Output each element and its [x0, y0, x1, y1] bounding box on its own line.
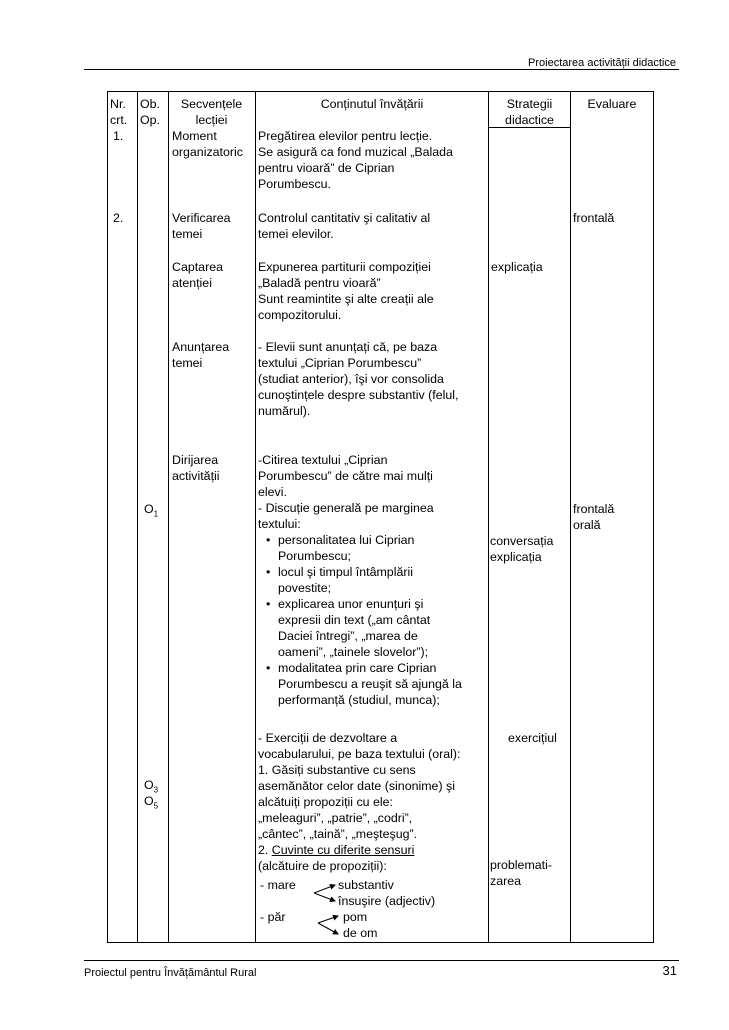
arrow-mare-noun: [314, 885, 335, 893]
objective-o5: $O_5$: [144, 794, 159, 811]
objective-o1: $O_1$: [144, 502, 159, 519]
dirijarea-continut: -Citirea textului „Ciprian Porumbescu” de către mai mulți elevi. - Discuție generală pe marginea textului: • personalitatea lui Ciprian Porumbescu; • locul şi timpul întâmplării povestite; • explicarea unor enunțuri şi expresii din text („am cântat Daciei întregi”, „marea de oameni”, „tainele slovelor”); • modalitatea prin care Ciprian Porumbescu a reuşit să ajungă la performanță (studiul, munca);: [258, 452, 490, 708]
col-border-ob: [168, 91, 169, 943]
header-secventele: Secvențele lecției: [180, 97, 243, 127]
header-strategii: Strategii didactice: [505, 97, 554, 127]
row2-nr: 2.: [113, 211, 124, 225]
arrow-par-om: [318, 923, 338, 934]
exercitii-continut: - Exerciții de dezvoltare a vocabularului, pe baza textului (oral): 1. Găsiți substantive cu sens asemănător celor date (sinonime) şi alcătuiți propoziții cu ele: „meleaguri”, „patrie”, „codri”, „cântec”, „taină”, „meşteşug”. 2. Cuvinte cu diferite sensuri (alcătuire de propoziții):: [258, 731, 461, 873]
par-sense-1: pom: [343, 910, 368, 924]
dirijarea-evaluare: frontală orală: [573, 502, 615, 532]
bullet-item: • personalitatea lui Ciprian Porumbescu;: [258, 532, 490, 564]
mare-sense-1: substantiv: [338, 878, 394, 892]
captarea-continut: Expunerea partiturii compoziției „Baladă pentru vioară” Sunt reamintite şi alte creații ale compozitorului.: [258, 260, 434, 322]
dirijarea-secventa: Dirijarea activității: [172, 453, 220, 483]
page-number: 31: [662, 963, 677, 978]
row1-secventa: Moment organizatoric: [172, 129, 243, 159]
col-border-nr: [137, 91, 138, 943]
word-par: - păr: [260, 910, 286, 924]
captarea-secventa: Captarea atenției: [172, 260, 223, 290]
mare-sense-2: însuşire (adjectiv): [338, 894, 436, 908]
header-nr: Nr. crt.: [110, 97, 128, 127]
bullet-item: • explicarea unor enunțuri şi expresii din text („am cântat Daciei întregi”, „marea de oameni”, „tainele slovelor”);: [258, 596, 490, 660]
header-rule: [84, 69, 679, 70]
table-bottom-border: [107, 942, 653, 943]
table-top-border: [107, 91, 653, 92]
col-border-strat: [570, 91, 571, 943]
col-border-secv: [255, 91, 256, 943]
header-evaluare: Evaluare: [587, 97, 637, 111]
captarea-strategie: explicația: [491, 260, 543, 274]
row2-evaluare: frontală: [573, 211, 615, 225]
row1-continut: Pregătirea elevilor pentru lecție. Se asigură ca fond muzical „Balada pentru vioară” de Ciprian Porumbescu.: [258, 129, 453, 191]
footer-title: Proiectul pentru Învățământul Rural: [84, 967, 257, 979]
header-title: Proiectarea activității didactice: [528, 57, 676, 69]
row2-secventa: Verificarea temei: [172, 211, 231, 241]
row1-nr: 1.: [113, 129, 124, 143]
arrow-par-pom: [318, 916, 338, 923]
bullet-item: • modalitatea prin care Ciprian Porumbescu a reuşit să ajungă la performanță (studiul, munca);: [258, 660, 490, 708]
arrow-mare-adjective: [314, 893, 335, 901]
col-border-right: [653, 91, 654, 943]
row2-continut: Controlul cantitativ şi calitativ al temei elevilor.: [258, 211, 431, 241]
exercitii-strategie-1: exercițiul: [508, 731, 557, 745]
sense-arrows: [300, 876, 345, 942]
item2-title: 2. Cuvinte cu diferite sensuri: [258, 843, 415, 857]
anuntarea-continut: - Elevii sunt anunțați că, pe baza textului „Ciprian Porumbescu” (studiat anterior), îşi vor consolida cunoştințele despre substantiv (felul, numărul).: [258, 340, 459, 418]
par-sense-2: de om: [343, 926, 378, 940]
bullet-item: • locul şi timpul întâmplării povestite;: [258, 564, 490, 596]
objective-o3: $O_3$: [144, 778, 159, 795]
dirijarea-strategii: conversația explicația: [490, 534, 554, 564]
anuntarea-secventa: Anunțarea temei: [172, 340, 230, 370]
footer-rule: [84, 960, 679, 961]
exercitii-strategie-2: problemati- zarea: [490, 858, 552, 888]
col-border-left: [107, 91, 108, 943]
word-mare: - mare: [260, 878, 296, 892]
objectives-o3-o5: [144, 777, 158, 809]
header-ob: Ob. Op.: [140, 97, 160, 127]
header-continutul: Conținutul învățării: [320, 97, 424, 111]
